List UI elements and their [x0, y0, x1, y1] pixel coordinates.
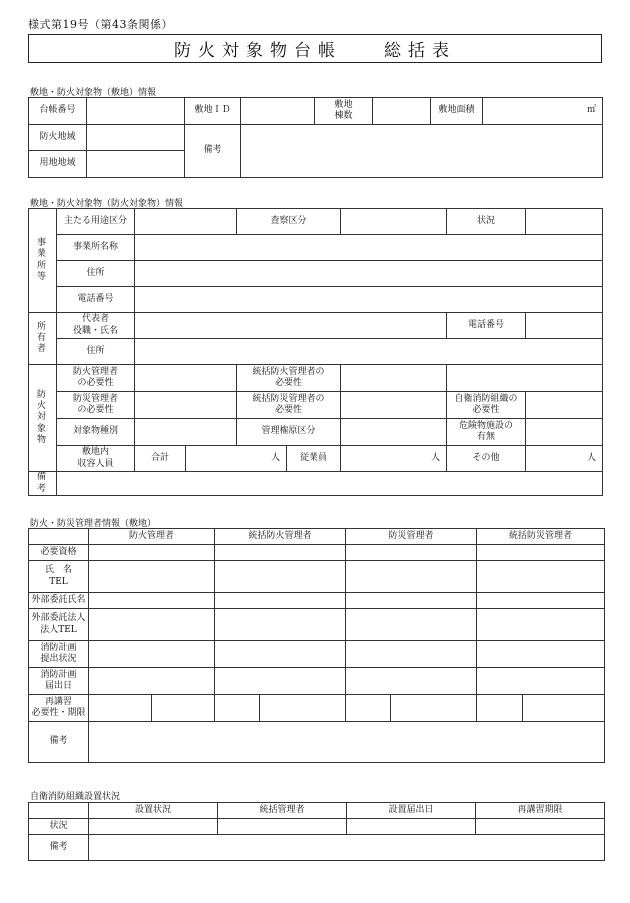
section-selforg-label: 自衛消防組織設置状況	[30, 792, 121, 802]
selforg-status-field[interactable]	[89, 819, 218, 835]
others-unit: 人	[587, 452, 597, 463]
plan-status-field-3[interactable]	[346, 641, 477, 668]
ledger-number-field[interactable]	[87, 98, 185, 125]
name-field-1[interactable]	[89, 561, 215, 593]
qual-field-1[interactable]	[89, 545, 215, 561]
gen-fire-mgr-need-label: 統括防火管理者の 必要性	[237, 365, 341, 392]
owner-address-field[interactable]	[135, 339, 603, 365]
target-table	[28, 208, 603, 496]
owner-group-label: 所 有 者	[29, 313, 57, 365]
target-remarks-field[interactable]	[57, 472, 603, 496]
name-tel-label: 氏 名 TEL	[29, 561, 89, 593]
owner-phone-field[interactable]	[526, 313, 603, 339]
site-remarks-label: 備考	[185, 125, 241, 178]
plan-status-field-2[interactable]	[215, 641, 346, 668]
use-zone-label: 用地地域	[29, 151, 87, 178]
qual-field-4[interactable]	[477, 545, 605, 561]
total-unit: 人	[270, 452, 280, 463]
section-site-label: 敷地・防火対象物（敷地）情報	[30, 88, 157, 98]
name-field-3[interactable]	[346, 561, 477, 593]
total-field[interactable]	[186, 446, 287, 472]
disaster-mgr-need-label: 防災管理者 の必要性	[57, 392, 135, 419]
office-name-field[interactable]	[135, 235, 603, 261]
name-field-4[interactable]	[477, 561, 605, 593]
disaster-mgr-need-field[interactable]	[135, 392, 237, 419]
retraining-label: 再講習 必要性・期限	[29, 695, 89, 722]
section-managers-label: 防火・防災管理者情報（敷地）	[30, 519, 157, 529]
retraining-date-3[interactable]	[391, 695, 477, 722]
form-number: 様式第19号（第43条関係）	[28, 18, 173, 31]
ledger-number-label: 台帳番号	[29, 98, 87, 125]
retraining-need-4[interactable]	[477, 695, 523, 722]
retraining-date-1[interactable]	[152, 695, 215, 722]
gen-disaster-mgr-need-field[interactable]	[341, 392, 447, 419]
selforg-deadline-field[interactable]	[476, 819, 605, 835]
retraining-need-3[interactable]	[346, 695, 391, 722]
col-setup-status: 設置状況	[89, 803, 218, 819]
col-disaster-manager: 防災管理者	[346, 529, 477, 545]
others-label: その他	[447, 446, 526, 472]
selforg-status-label: 状況	[29, 819, 89, 835]
business-group-label: 事 業 所 等	[29, 209, 57, 313]
ext-name-field-3[interactable]	[346, 593, 477, 609]
qual-field-2[interactable]	[215, 545, 346, 561]
ext-corp-field-1[interactable]	[89, 609, 215, 641]
business-phone-label: 電話番号	[57, 287, 135, 313]
target-type-label: 対象物種別	[57, 419, 135, 446]
ext-name-label: 外部委託氏名	[29, 593, 89, 609]
area-unit: ㎡	[586, 105, 596, 116]
selforg-table	[28, 802, 605, 861]
ext-corp-field-4[interactable]	[477, 609, 605, 641]
col-gen-fire-manager: 統括防火管理者	[215, 529, 346, 545]
managers-remarks-label: 備考	[29, 722, 89, 763]
plan-date-field-4[interactable]	[477, 668, 605, 695]
others-field[interactable]	[526, 446, 603, 472]
blank-cell	[447, 365, 603, 392]
owner-phone-label: 電話番号	[447, 313, 526, 339]
name-field-2[interactable]	[215, 561, 346, 593]
col-gen-manager: 統括管理者	[218, 803, 347, 819]
site-area-label: 敷地面積	[431, 98, 483, 125]
ext-corp-field-3[interactable]	[346, 609, 477, 641]
corner-cell	[29, 529, 89, 545]
status-field[interactable]	[526, 209, 603, 235]
ext-name-field-4[interactable]	[477, 593, 605, 609]
site-id-label: 敷地ＩＤ	[185, 98, 241, 125]
target-group-label: 防 火 対 象 物	[29, 365, 57, 472]
col-setup-date: 設置届出日	[347, 803, 476, 819]
plan-status-label: 消防計画 提出状況	[29, 641, 89, 668]
section-target-label: 敷地・防火対象物（防火対象物）情報	[30, 199, 184, 209]
selforg-date-field[interactable]	[347, 819, 476, 835]
plan-date-field-2[interactable]	[215, 668, 346, 695]
owner-address-label: 住所	[57, 339, 135, 365]
representative-label: 代表者 役職・氏名	[57, 313, 135, 339]
fire-mgr-need-field[interactable]	[135, 365, 237, 392]
hazard-field[interactable]	[526, 419, 603, 446]
capacity-label: 敷地内 収容人員	[57, 446, 135, 472]
ext-name-field-1[interactable]	[89, 593, 215, 609]
page-subtitle: 総括表	[384, 41, 456, 61]
managers-table	[28, 528, 605, 763]
self-org-need-label: 自衛消防組織の 必要性	[447, 392, 526, 419]
qual-field-3[interactable]	[346, 545, 477, 561]
retraining-date-4[interactable]	[523, 695, 605, 722]
plan-date-field-3[interactable]	[346, 668, 477, 695]
col-fire-manager: 防火管理者	[89, 529, 215, 545]
employees-field[interactable]	[341, 446, 447, 472]
use-zone-field[interactable]	[87, 151, 185, 178]
business-address-field[interactable]	[135, 261, 603, 287]
employees-label: 従業員	[287, 446, 341, 472]
site-remarks-field[interactable]	[241, 125, 603, 178]
plan-date-label: 消防計画 届出日	[29, 668, 89, 695]
plan-status-field-4[interactable]	[477, 641, 605, 668]
site-id-field[interactable]	[241, 98, 315, 125]
inspection-field[interactable]	[341, 209, 447, 235]
main-use-field[interactable]	[135, 209, 237, 235]
col-retraining-deadline: 再講習期限	[476, 803, 605, 819]
title-box	[28, 34, 602, 63]
gen-disaster-mgr-need-label: 統括防災管理者の 必要性	[237, 392, 341, 419]
managers-remarks-field[interactable]	[89, 722, 605, 763]
required-qual-label: 必要資格	[29, 545, 89, 561]
fire-zone-field[interactable]	[87, 125, 185, 151]
selforg-manager-field[interactable]	[218, 819, 347, 835]
plan-date-field-1[interactable]	[89, 668, 215, 695]
site-table	[28, 97, 603, 178]
col-gen-disaster-manager: 統括防災管理者	[477, 529, 605, 545]
representative-field[interactable]	[135, 313, 447, 339]
retraining-need-2[interactable]	[215, 695, 260, 722]
page-title: 防火対象物台帳	[174, 41, 342, 61]
selforg-remarks-label: 備考	[29, 835, 89, 861]
retraining-date-2[interactable]	[260, 695, 346, 722]
selforg-remarks-field[interactable]	[89, 835, 605, 861]
authority-field[interactable]	[341, 419, 447, 446]
target-remarks-label: 備 考	[29, 472, 57, 496]
status-label: 状況	[447, 209, 526, 235]
self-org-need-field[interactable]	[526, 392, 603, 419]
gen-fire-mgr-need-field[interactable]	[341, 365, 447, 392]
site-count-label: 敷地 棟数	[315, 98, 373, 125]
retraining-need-1[interactable]	[89, 695, 152, 722]
business-phone-field[interactable]	[135, 287, 603, 313]
fire-zone-label: 防火地域	[29, 125, 87, 151]
authority-label: 管理権原区分	[237, 419, 341, 446]
ext-corp-tel-label: 外部委託法人 法人TEL	[29, 609, 89, 641]
office-name-label: 事業所名称	[57, 235, 135, 261]
main-use-label: 主たる用途区分	[57, 209, 135, 235]
inspection-label: 査察区分	[237, 209, 341, 235]
corner-cell	[29, 803, 89, 819]
ext-corp-field-2[interactable]	[215, 609, 346, 641]
employees-unit: 人	[431, 452, 441, 463]
ext-name-field-2[interactable]	[215, 593, 346, 609]
hazard-label: 危険物施設の 有無	[447, 419, 526, 446]
business-address-label: 住所	[57, 261, 135, 287]
fire-mgr-need-label: 防火管理者 の必要性	[57, 365, 135, 392]
site-count-field[interactable]	[373, 98, 431, 125]
total-label: 合計	[135, 446, 186, 472]
target-type-field[interactable]	[135, 419, 237, 446]
site-area-field[interactable]	[483, 98, 603, 125]
plan-status-field-1[interactable]	[89, 641, 215, 668]
